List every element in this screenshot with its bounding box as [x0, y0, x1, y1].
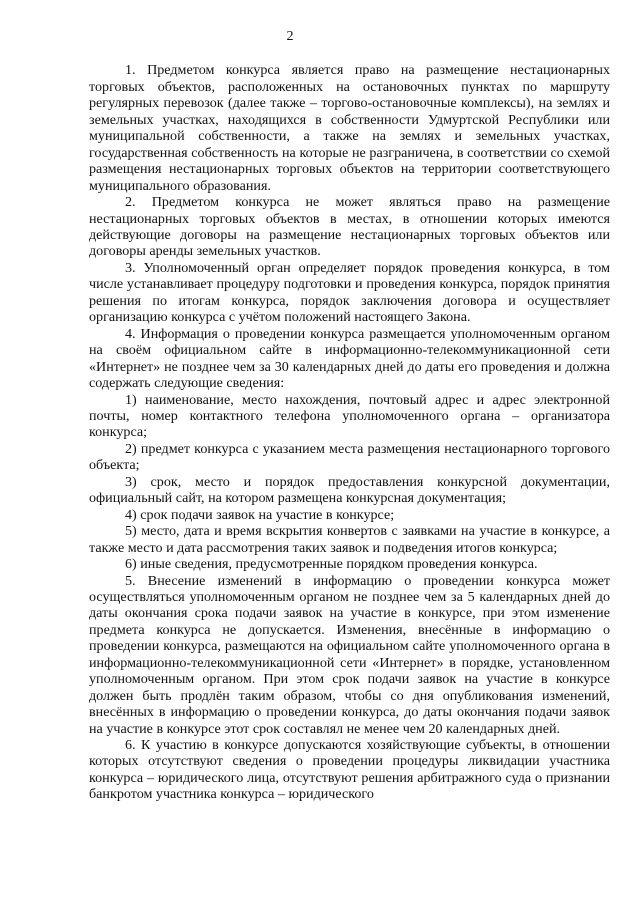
paragraph-6: 6. К участию в конкурсе допускаются хозяйствующие субъекты, в отношении которых отсутствуют сведения о проведении процедуры ликвидации участника конкурса – юридического лица, отсутствуют решения арбитражного суда о признании банкротом участника конкурса – юридического	[89, 737, 610, 803]
paragraph-3: 3. Уполномоченный орган определяет порядок проведения конкурса, в том числе устанавливает процедуру подготовки и проведения конкурса, порядок принятия решения по итогам конкурса, порядок заключения договора и осуществляет организацию конкурса с учётом положений настоящего Закона.	[89, 259, 610, 326]
paragraph-4: 4. Информация о проведении конкурса размещается уполномоченным органом на своём официальном сайте в информационно-телекоммуникационной сети «Интернет» не позднее чем за 30 календарных дней до даты его проведения и должна содержать следующие сведения:	[89, 325, 610, 392]
list-item-3: 3) срок, место и порядок предоставления конкурсной документации, официальный сайт, на котором размещена конкурсная документация;	[89, 473, 610, 507]
paragraph-5: 5. Внесение изменений в информацию о проведении конкурса может осуществляться уполномоченным органом не позднее чем за 5 календарных дней до даты окончания срока подачи заявок на участие в конкурсе, при этом изменение предмета конкурса не допускается. Изменения, внесённые в информацию о проведении конкурса, размещаются на официальном сайте уполномоченного органа в информационно-телекоммуникационной сети «Интернет» в порядке, установленном уполномоченным органом. При этом срок подачи заявок на участие в конкурсе должен быть продлён таким образом, чтобы со дня опубликования изменений, внесённых в информацию о проведении конкурса, до даты окончания подачи заявок на участие в конкурсе этот срок составлял не менее чем 20 календарных дней.	[89, 572, 610, 737]
page-number: 2	[286, 28, 294, 44]
list-item-1: 1) наименование, место нахождения, почтовый адрес и адрес электронной почты, номер контактного телефона уполномоченного органа – организатора конкурса;	[89, 391, 610, 441]
list-item-4: 4) срок подачи заявок на участие в конкурсе;	[125, 506, 395, 523]
paragraph-1: 1. Предметом конкурса является право на размещение нестационарных торговых объектов, расположенных на остановочных пунктах по маршруту регулярных перевозок (далее также – торгово-остановочные комплексы), на землях и земельных участках, находящихся в собственности Удмуртской Республики или муниципальной собственности, а также на землях и земельных участках, государственная собственность на которые не разграничена, в соответствии со схемой размещения нестационарных торговых объектов на территории соответствующего муниципального образования.	[89, 62, 610, 194]
list-item-5: 5) место, дата и время вскрытия конвертов с заявками на участие в конкурсе, а также место и дата рассмотрения таких заявок и подведения итогов конкурса;	[89, 523, 610, 556]
list-item-2: 2) предмет конкурса с указанием места размещения нестационарного торгового объекта;	[89, 440, 610, 474]
paragraph-2: 2. Предметом конкурса не может являться право на размещение нестационарных торговых объектов в местах, в отношении которых имеются действующие договоры на размещение нестационарных торговых объектов или договоры аренды земельных участков.	[89, 194, 610, 260]
list-item-6: 6) иные сведения, предусмотренные порядком проведения конкурса.	[125, 556, 538, 573]
